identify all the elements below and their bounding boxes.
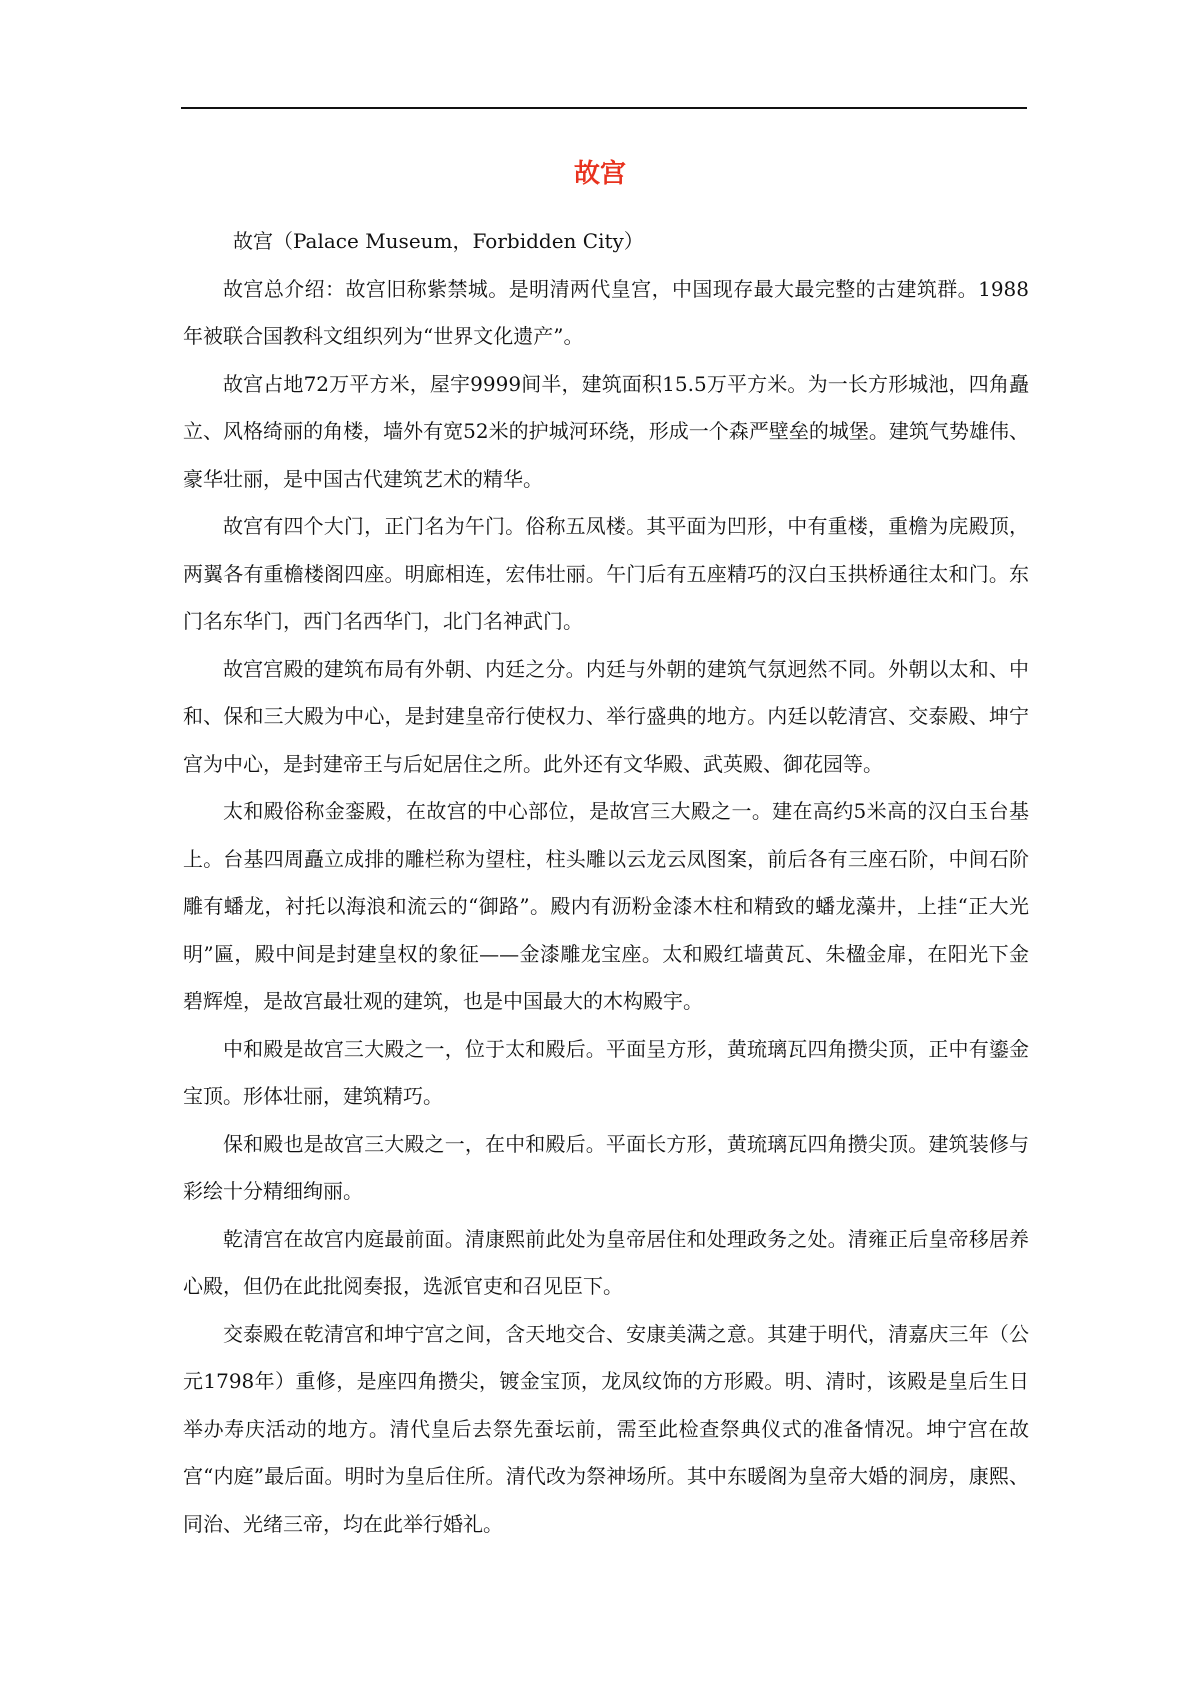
article-subtitle: 故宫（Palace Museum，Forbidden City）	[233, 229, 644, 253]
paragraph-qianqing-palace: 乾清宫在故宫内庭最前面。清康熙前此处为皇帝居住和处理政务之处。清雍正后皇帝移居养心殿，但仍在此批阅奏报，选派官吏和召见臣下。	[183, 1226, 1029, 1298]
header-divider	[181, 107, 1027, 109]
paragraph-taihe-hall: 太和殿俗称金銮殿，在故宫的中心部位，是故宫三大殿之一。建在高约5米高的汉白玉台基上。台基四周矗立成排的雕栏称为望柱，柱头雕以云龙云凤图案，前后各有三座石阶，中间石阶雕有蟠龙，衬托以海浪和流云的“御路”。殿内有沥粉金漆木柱和精致的蟠龙藻井，上挂“正大光明”匾，殿中间是封建皇权的象征——金漆雕龙宝座。太和殿红墙黄瓦、朱楹金扉，在阳光下金碧辉煌，是故宫最壮观的建筑，也是中国最大的木构殿宇。	[183, 799, 1029, 1013]
paragraph-area: 故宫占地72万平方米，屋宇9999间半，建筑面积15.5万平方米。为一长方形城池，四角矗立、风格绮丽的角楼，墙外有宽52米的护城河环绕，形成一个森严壁垒的城堡。建筑气势雄伟、豪华壮丽，是中国古代建筑艺术的精华。	[183, 371, 1029, 491]
article-body	[183, 218, 1029, 1548]
paragraph-jiaotai-hall: 交泰殿在乾清宫和坤宁宫之间，含天地交合、安康美满之意。其建于明代，清嘉庆三年（公元1798年）重修，是座四角攒尖，镀金宝顶，龙凤纹饰的方形殿。明、清时，该殿是皇后生日举办寿庆活动的地方。清代皇后去祭先蚕坛前，需至此检查祭典仪式的准备情况。坤宁宫在故宫“内庭”最后面。明时为皇后住所。清代改为祭神场所。其中东暖阁为皇帝大婚的洞房，康熙、同治、光绪三帝，均在此举行婚礼。	[183, 1321, 1029, 1536]
paragraph-zhonghe-hall: 中和殿是故宫三大殿之一，位于太和殿后。平面呈方形，黄琉璃瓦四角攒尖顶，正中有鎏金宝顶。形体壮丽，建筑精巧。	[183, 1036, 1029, 1108]
paragraph-gates: 故宫有四个大门，正门名为午门。俗称五凤楼。其平面为凹形，中有重楼，重檐为庑殿顶，两翼各有重檐楼阁四座。明廊相连，宏伟壮丽。午门后有五座精巧的汉白玉拱桥通往太和门。东门名东华门，西门名西华门，北门名神武门。	[183, 514, 1029, 633]
page-title: 故宫	[573, 159, 626, 189]
paragraph-baohe-hall: 保和殿也是故宫三大殿之一，在中和殿后。平面长方形，黄琉璃瓦四角攒尖顶。建筑装修与彩绘十分精细绚丽。	[183, 1131, 1029, 1203]
paragraph-layout: 故宫宫殿的建筑布局有外朝、内廷之分。内廷与外朝的建筑气氛迥然不同。外朝以太和、中和、保和三大殿为中心，是封建皇帝行使权力、举行盛典的地方。内廷以乾清宫、交泰殿、坤宁宫为中心，是封建帝王与后妃居住之所。此外还有文华殿、武英殿、御花园等。	[183, 656, 1029, 776]
paragraph-overview: 故宫总介绍：故宫旧称紫禁城。是明清两代皇宫，中国现存最大最完整的古建筑群。1988年被联合国教科文组织列为“世界文化遗产”。	[183, 276, 1029, 348]
